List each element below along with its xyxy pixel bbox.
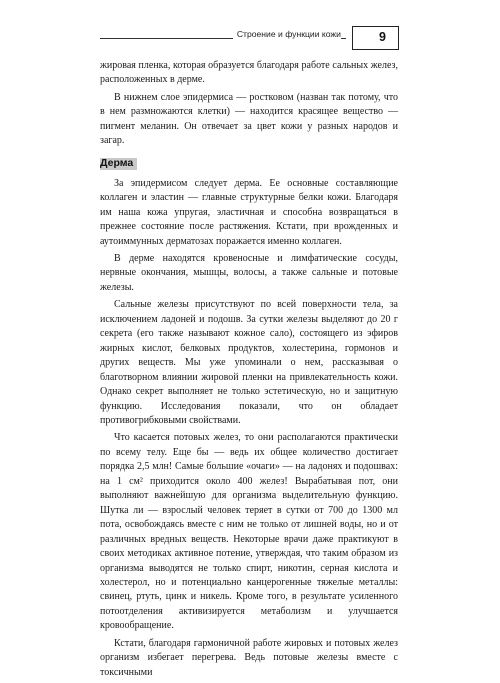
paragraph: Что касается потовых желез, то они располагаются практически по всему телу. Еще бы — ведь их общее количество достигает порядка 2,5 млн! Самые большие «очаги» — на ладонях и подошвах: на 1 см² приходится около 400 желез! Вырабатывая пот, они выполняют важнейшую для организма выделительную функцию. Шутка ли — взрослый человек теряет в сутки от 700 до 1300 мл пота, освобождаясь вместе с ним не только от лишней воды, но и от различных вредных веществ. Некоторые врачи даже практикуют в своих методиках активное потение, утверждая, что таким образом из организма выводятся не только спирт, никотин, серная кислота и холестерол, но и потенциально канцерогенные тяжелые металлы: свинец, ртуть, цинк и никель. Кроме того, в результате усиленного потоотделения активизируется метаболизм и улучшается кровообращение. xyxy=(100,432,398,632)
paragraph: жировая пленка, которая образуется благодаря работе сальных желез, расположенных в дерме. xyxy=(100,60,398,86)
body-text xyxy=(100,59,398,683)
paragraph: Кстати, благодаря гармоничной работе жировых и потовых желез организм избегает перегрева. Ведь потовые железы вместе с токсичными xyxy=(100,637,398,678)
page-number-box xyxy=(352,26,399,50)
page-number: 9 xyxy=(379,30,386,44)
section-heading: Дерма xyxy=(100,156,134,169)
running-header xyxy=(100,26,399,52)
paragraph: За эпидермисом следует дерма. Ее основные составляющие коллаген и эластин — главные структурные белки кожи. Благодаря им наша кожа упругая, эластичная и способна возвращаться в прежнее состояние после растяжения. Кстати, при врожденных и аутоиммунных дерматозах поражается именно коллаген. xyxy=(100,177,398,247)
section-title: Строение и функции кожи xyxy=(233,29,341,39)
section-heading-block xyxy=(100,157,398,173)
paragraph: Сальные железы присутствуют по всей поверхности тела, за исключением ладоней и подошв. За сутки железы выделяют до 20 г секрета (его также называют кожное сало), состоящего из эфиров жирных кислот, белковых продуктов, холестерина, гормонов и других веществ. Мы уже упоминали о нем, рассказывая о благотворном влиянии жировой пленки на привлекательность кожи. Однако секрет выполняет не только эстетическую, но и защитную функцию. Исследования показали, что он обладает противогрибковыми свойствами. xyxy=(100,299,398,426)
paragraph: В дерме находятся кровеносные и лимфатические сосуды, нервные окончания, мышцы, волосы, а также сальные и потовые железы. xyxy=(100,252,398,293)
paragraph: В нижнем слое эпидермиса — ростковом (назван так потому, что в нем размножаются клетки) — находится красящее вещество — пигмент меланин. Он отвечает за цвет кожи у разных народов и загар. xyxy=(100,91,398,147)
